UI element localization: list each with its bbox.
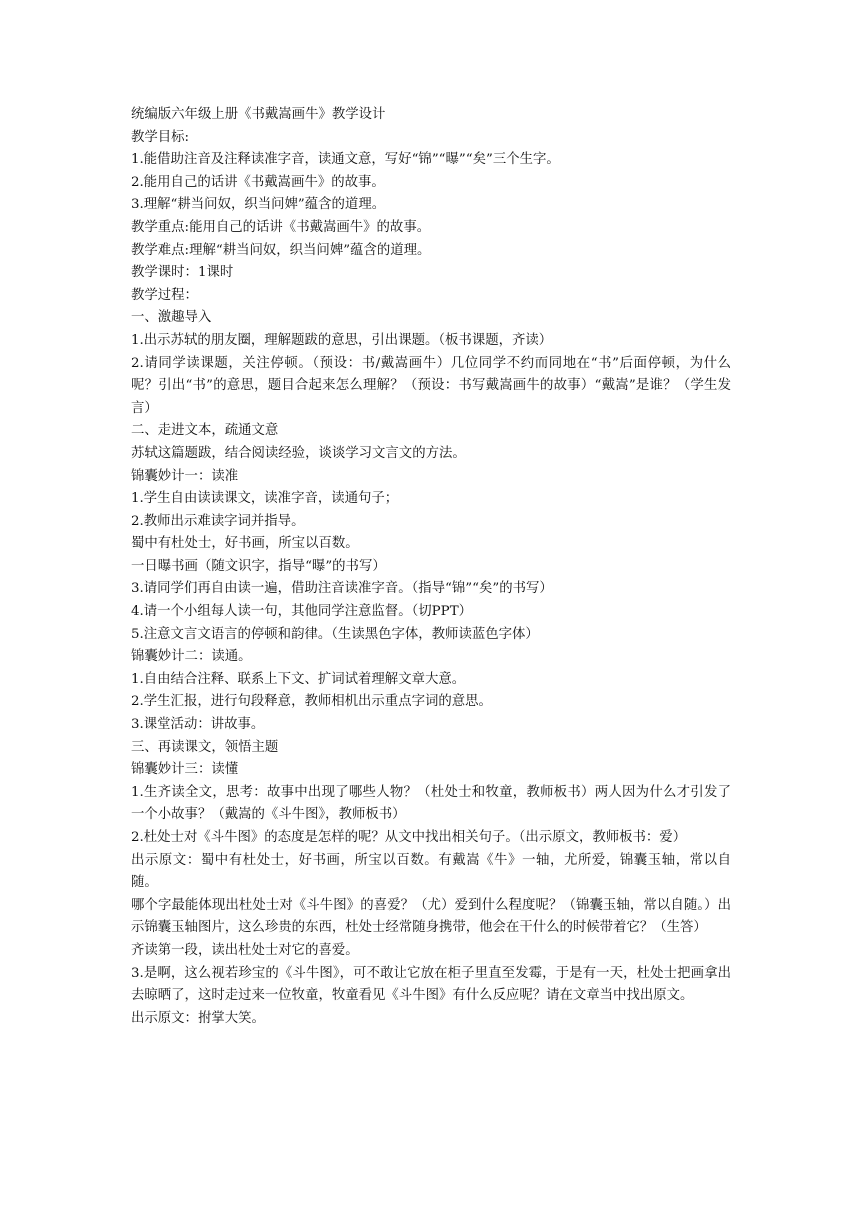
choral-reading-note: 齐读第一段，读出杜处士对它的喜爱。 (131, 942, 359, 958)
original-text-1: 出示原文：蜀中有杜处士，好书画，所宝以百数。有戴嵩《牛》一轴，尤所爱，锦囊玉轴，常以自随。 (131, 852, 731, 891)
process-heading: 教学过程： (131, 287, 198, 303)
tip-2-step-3: 3.课堂活动：讲故事。 (131, 717, 265, 733)
section-2-heading: 二、走进文本，疏通文意 (131, 423, 279, 439)
text-excerpt-1: 蜀中有杜处士，好书画，所宝以百数。 (131, 536, 359, 552)
teaching-difficulty: 教学难点:理解“耕当问奴，织当问婢”蕴含的道理。 (131, 242, 431, 258)
objective-1: 1.能借助注音及注释读准字音，读通文意，写好“锦”“曝”“矣”三个生字。 (131, 152, 560, 168)
objective-2: 2.能用自己的话讲《书戴嵩画牛》的故事。 (131, 174, 385, 190)
discussion-paragraph: 哪个字最能体现出杜处士对《斗牛图》的喜爱？（尤）爱到什么程度呢？（锦囊玉轴，常以自随。）出示锦囊玉轴图片，这么珍贵的东西，杜处士经常随身携带，他会在干什么的时候带着它？（生答） (131, 897, 731, 936)
text-excerpt-2: 一日曝书画（随文识字，指导“曝”的书写） (131, 558, 386, 574)
class-hours: 教学课时：1课时 (131, 265, 234, 281)
objectives-heading: 教学目标: (131, 129, 190, 145)
tip-1-step-3: 3.请同学们再自由读一遍，借助注音读准字音。（指导“锦”“矣”的书写） (131, 581, 553, 597)
tip-1-heading: 锦囊妙计一：读准 (131, 468, 239, 484)
tip-2-heading: 锦囊妙计二：读通。 (131, 649, 252, 665)
section-1-step-2: 2.请同学读课题，关注停顿。（预设：书/戴嵩画牛）几位同学不约而同地在“书”后面停顿，为什么呢？引出“书”的意思，题目合起来怎么理解？（预设：书写戴嵩画牛的故事）“戴嵩”是谁？（学生发言） (131, 355, 731, 416)
document-title: 统编版六年级上册《书戴嵩画牛》教学设计 (131, 107, 386, 122)
teaching-focus: 教学重点:能用自己的话讲《书戴嵩画牛》的故事。 (131, 219, 431, 235)
section-1-step-1: 1.出示苏轼的朋友圈，理解题跋的意思，引出课题。（板书课题，齐读） (131, 332, 553, 348)
tip-1-step-4: 4.请一个小组每人读一句，其他同学注意监督。（切PPT） (131, 604, 473, 620)
tip-1-step-2: 2.教师出示难读字词并指导。 (131, 513, 305, 529)
tip-3-step-3: 3.是啊，这么视若珍宝的《斗牛图》，可不敢让它放在柜子里直至发霉，于是有一天，杜处士把画拿出去晾晒了，这时走过来一位牧童，牧童看见《斗牛图》有什么反应呢？请在文章当中找出原文。 (131, 965, 731, 1004)
tip-1-step-5: 5.注意文言文语言的停顿和韵律。（生读黑色字体，教师读蓝色字体） (131, 626, 539, 642)
document-body (131, 104, 731, 1030)
tip-2-step-1: 1.自由结合注释、联系上下文、扩词试着理解文章大意。 (131, 671, 466, 687)
tip-2-step-2: 2.学生汇报，进行句段释意，教师相机出示重点字词的意思。 (131, 694, 492, 710)
tip-3-step-1: 1.生齐读全文，思考：故事中出现了哪些人物？（杜处士和牧童，教师板书）两人因为什么才引发了一个小故事？（戴嵩的《斗牛图》，教师板书） (131, 784, 731, 823)
objective-3: 3.理解“耕当问奴，织当问婢”蕴含的道理。 (131, 197, 386, 213)
section-2-intro: 苏轼这篇题跋，结合阅读经验，谈谈学习文言文的方法。 (131, 445, 466, 461)
tip-3-heading: 锦囊妙计三：读懂 (131, 762, 239, 778)
section-1-heading: 一、激趣导入 (131, 310, 212, 326)
tip-1-step-1: 1.学生自由读读课文，读准字音，读通句子； (131, 491, 399, 507)
original-text-2: 出示原文：拊掌大笑。 (131, 1010, 265, 1026)
tip-3-step-2: 2.杜处士对《斗牛图》的态度是怎样的呢？从文中找出相关句子。（出示原文，教师板书：爱） (131, 830, 687, 845)
section-3-heading: 三、再读课文，领悟主题 (131, 739, 279, 755)
